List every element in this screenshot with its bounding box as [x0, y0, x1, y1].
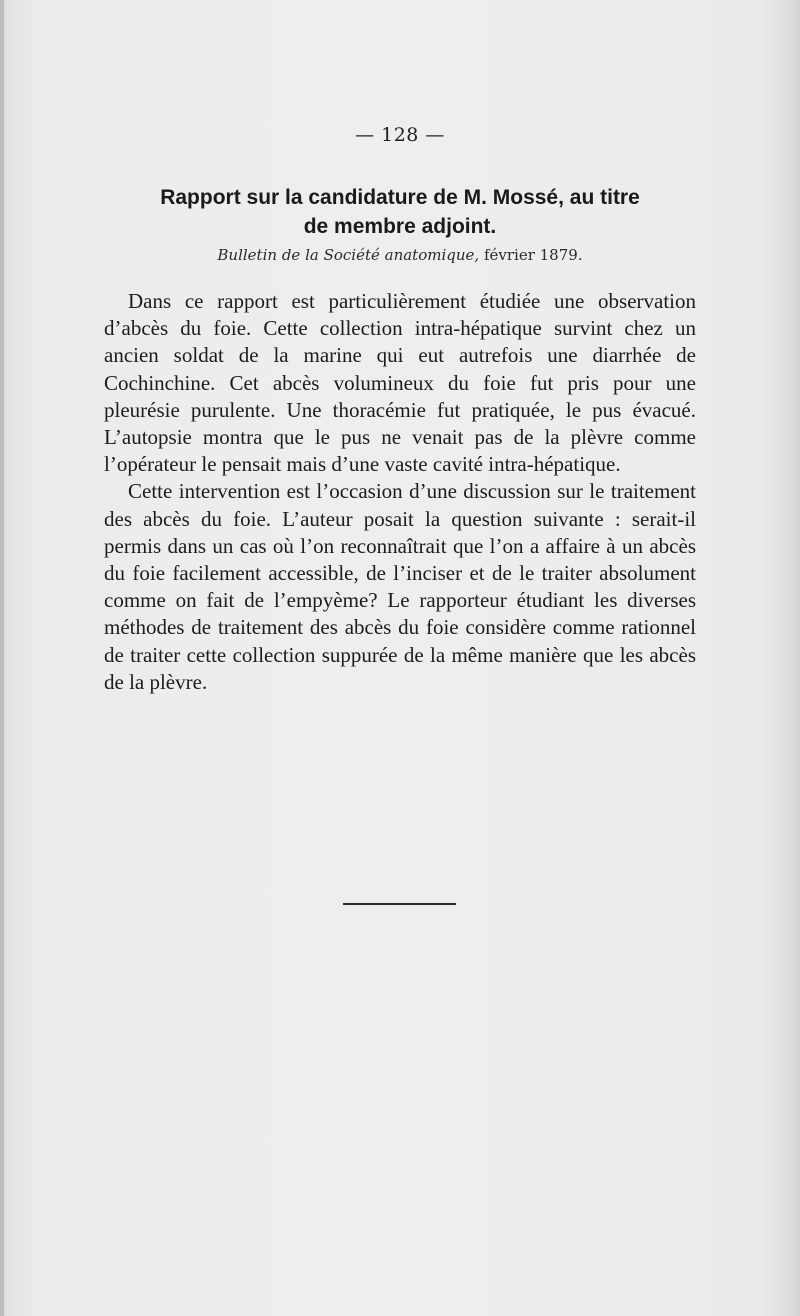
page-number: — 128 —: [355, 124, 445, 146]
report-title: [120, 183, 680, 241]
report-title-line-1: Rapport sur la candidature de M. Mossé, au titre: [160, 186, 640, 209]
source-citation: [120, 246, 680, 264]
body-text: [104, 288, 696, 696]
section-end-rule: [343, 903, 456, 905]
paragraph-2: Cette intervention est l’occasion d’une discussion sur le traitement des abcès du foie. L’auteur posait la question suivante : serait-il permis dans un cas où l’on reconnaîtrait que l’on a affaire à un abcès du foie facilement accessible, de l’inciser et de le traiter absolument comme on fait de l’empyème? Le rapporteur étudiant les diverses méthodes de traitement des abcès du foie considère comme rationnel de traiter cette collection suppurée de la même manière que les abcès de la plèvre.: [104, 479, 696, 694]
source-journal: Bulletin de la Société anatomique,: [217, 246, 480, 264]
report-title-line-2: de membre adjoint.: [303, 215, 497, 238]
page-edge-shadow: [0, 0, 4, 1316]
source-date: février 1879.: [483, 246, 583, 264]
paragraph-1: Dans ce rapport est particulièrement étudiée une observation d’abcès du foie. Cette collection intra-hépatique survint chez un ancien soldat de la marine qui eut autrefois une diarrhée de Cochinchine. Cet abcès volumineux du foie fut pris pour une pleurésie purulente. Une thoracémie fut pratiquée, le pus évacué. L’autopsie montra que le pus ne venait pas de la plèvre comme l’opérateur le pensait mais d’une vaste cavité intra-hépatique.: [104, 289, 696, 477]
